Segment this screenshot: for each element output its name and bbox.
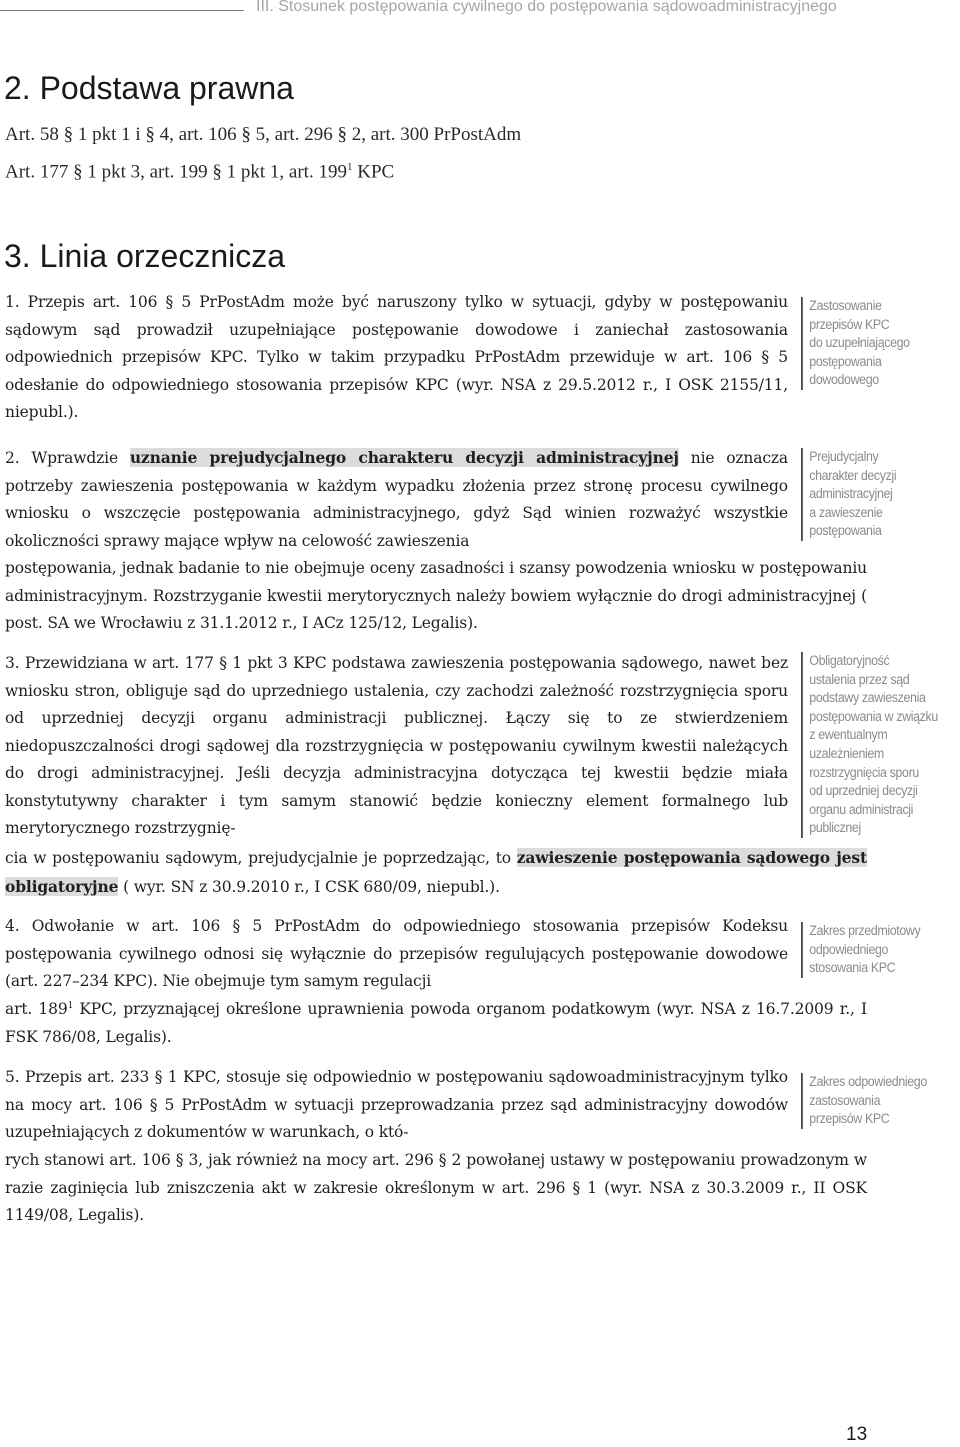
highlight-prejudicial-decision: uznanie prejudycjalnego charakteru decyzji administracyjnej: [129, 448, 679, 467]
case-law-paragraph-4: 4. Odwołanie w art. 106 § 5 PrPostAdm do odpowiedniego stosowania przepisów Kodeksu postępowania cywilnego odnosi się wyłącznie do przepisów regulujących postępowanie dowodowe (art. 227–234 KPC). Nie obejmuje tym samym regulacji: [5, 917, 788, 990]
margin-note-obligatory-determination: Obligatoryjność ustalenia przez sąd podstawy zawieszenia postępowania w związku z ewentualnym uzależnieniem rozstrzygnięcia sporu od uprzedniej decyzji organu administracji publicznej: [801, 652, 955, 838]
case-law-paragraph-3: 3. Przewidziana w art. 177 § 1 pkt 3 KPC podstawa zawieszenia postępowania sądowego, nawet bez wniosku stron, obliguje sąd do uprzedniego ustalenia, czy zachodzi zależność rozstrzygnięcia sporu od uprzedniej decyzji organu administracji publicznej. Łączy się to ze stwierdzeniem niedopuszczalności drogi sądowej dla rozstrzygnięcia w postępowaniu cywilnym kwestii należących do drogi administracyjnej. Jeśli decyzja administracyjna dotycząca tej kwestii będzie miała konstytutywny charakter i tym samym stanowić będzie konieczny element formalnego lub merytorycznego rozstrzygnię-: [5, 654, 788, 837]
case-law-paragraph-5: 5. Przepis art. 233 § 1 KPC, stosuje się odpowiednio w postępowaniu sądowoadministracyjnym tylko na mocy art. 106 § 5 PrPostAdm w sytuacji przeprowadzania przez sąd administracyjny dowodów uzupełniających z dokumentów w warunkach, o któ-: [5, 1068, 788, 1141]
case-law-paragraph-2-continued: postępowania, jednak badanie to nie obejmuje oceny zasadności i szansy powodzenia wniosku w postępowaniu administracyjnym. Rozstrzyganie kwestii merytorycznych należy bowiem wyłącznie do drogi administracyjnej ( post. SA we Wrocławiu z 31.1.2012 r., I ACz 125/12, Legalis).: [5, 559, 867, 632]
margin-note-prejudicial-character: Prejudycjalny charakter decyzji administracyjnej a zawieszenie postępowania: [801, 448, 955, 541]
case-law-paragraph-2: 2. Wprawdzie uznanie prejudycjalnego charakteru decyzji administracyjnej nie oznacza potrzeby zawieszenia postępowania w każdym wypadku złożenia przez stronę procesu cywilnego wniosku o wszczęcie postępowania administracyjnego, gdyż Sąd winien rozważyć wszystkie okoliczności sprawy mające wpływ na celowość zawieszenia: [5, 448, 788, 550]
margin-note-application-scope: Zakres odpowiedniego zastosowania przepisów KPC: [801, 1073, 955, 1129]
case-law-paragraph-5-continued: rych stanowi art. 106 § 3, jak również na mocy art. 296 § 2 powołanej ustawy w postępowaniu prowadzonym w razie zaginięcia lub zniszczenia akt w zakresie określonym w art. 296 § 1 (wyr. NSA z 30.3.2009 r., II OSK 1149/08, Legalis).: [5, 1151, 867, 1224]
highlight-obligatory-suspension: zawieszenie postępowania sądowego jest obligatoryjne: [5, 848, 867, 896]
section-heading-case-law: 3. Linia orzecznicza: [4, 238, 286, 274]
page-number: 13: [846, 1424, 868, 1445]
case-law-paragraph-4-continued: art. $189^1$ KPC, przyznającej określone uprawnienia powoda organom podatkowym (wyr. NSA z 16.7.2009 r., I FSK 786/08, Legalis).: [5, 1000, 867, 1046]
legal-basis-line-1: Art. 58 § 1 pkt 1 i § 4, art. 106 § 5, art. 296 § 2, art. 300 PrPostAdm: [5, 124, 522, 145]
margin-note-subject-scope: Zakres przedmiotowy odpowiedniego stosowania KPC: [801, 922, 955, 978]
running-header: III. Stosunek postępowania cywilnego do postępowania sądowoadministracyjnego: [256, 0, 837, 15]
legal-basis-line-2: Art. 177 § 1 pkt 3, art. 199 § 1 pkt 1, art. $199^1$ KPC: [5, 161, 395, 183]
case-law-paragraph-3-continued: cia w postępowaniu sądowym, prejudycjalnie je poprzedzając, to zawieszenie postępowania sądowego jest obligatoryjne ( wyr. SN z 30.9.2010 r., I CSK 680/09, niepubl.).: [5, 848, 867, 896]
header-rule: [0, 10, 244, 11]
section-heading-legal-basis: 2. Podstawa prawna: [4, 70, 294, 106]
margin-note-kpc-application: Zastosowanie przepisów KPC do uzupełniającego postępowania dowodowego: [801, 297, 955, 390]
case-law-paragraph-1: 1. Przepis art. 106 § 5 PrPostAdm może być naruszony tylko w sytuacji, gdyby w postępowaniu sądowym sąd prowadził uzupełniające postępowanie dowodowe i zaniechał zastosowania odpowiednich przepisów KPC. Tylko w takim przypadku PrPostAdm przewiduje w art. 106 § 5 odesłanie do odpowiedniego stosowania przepisów KPC (wyr. NSA z 29.5.2012 r., I OSK 2155/11, niepubl.).: [5, 293, 788, 421]
